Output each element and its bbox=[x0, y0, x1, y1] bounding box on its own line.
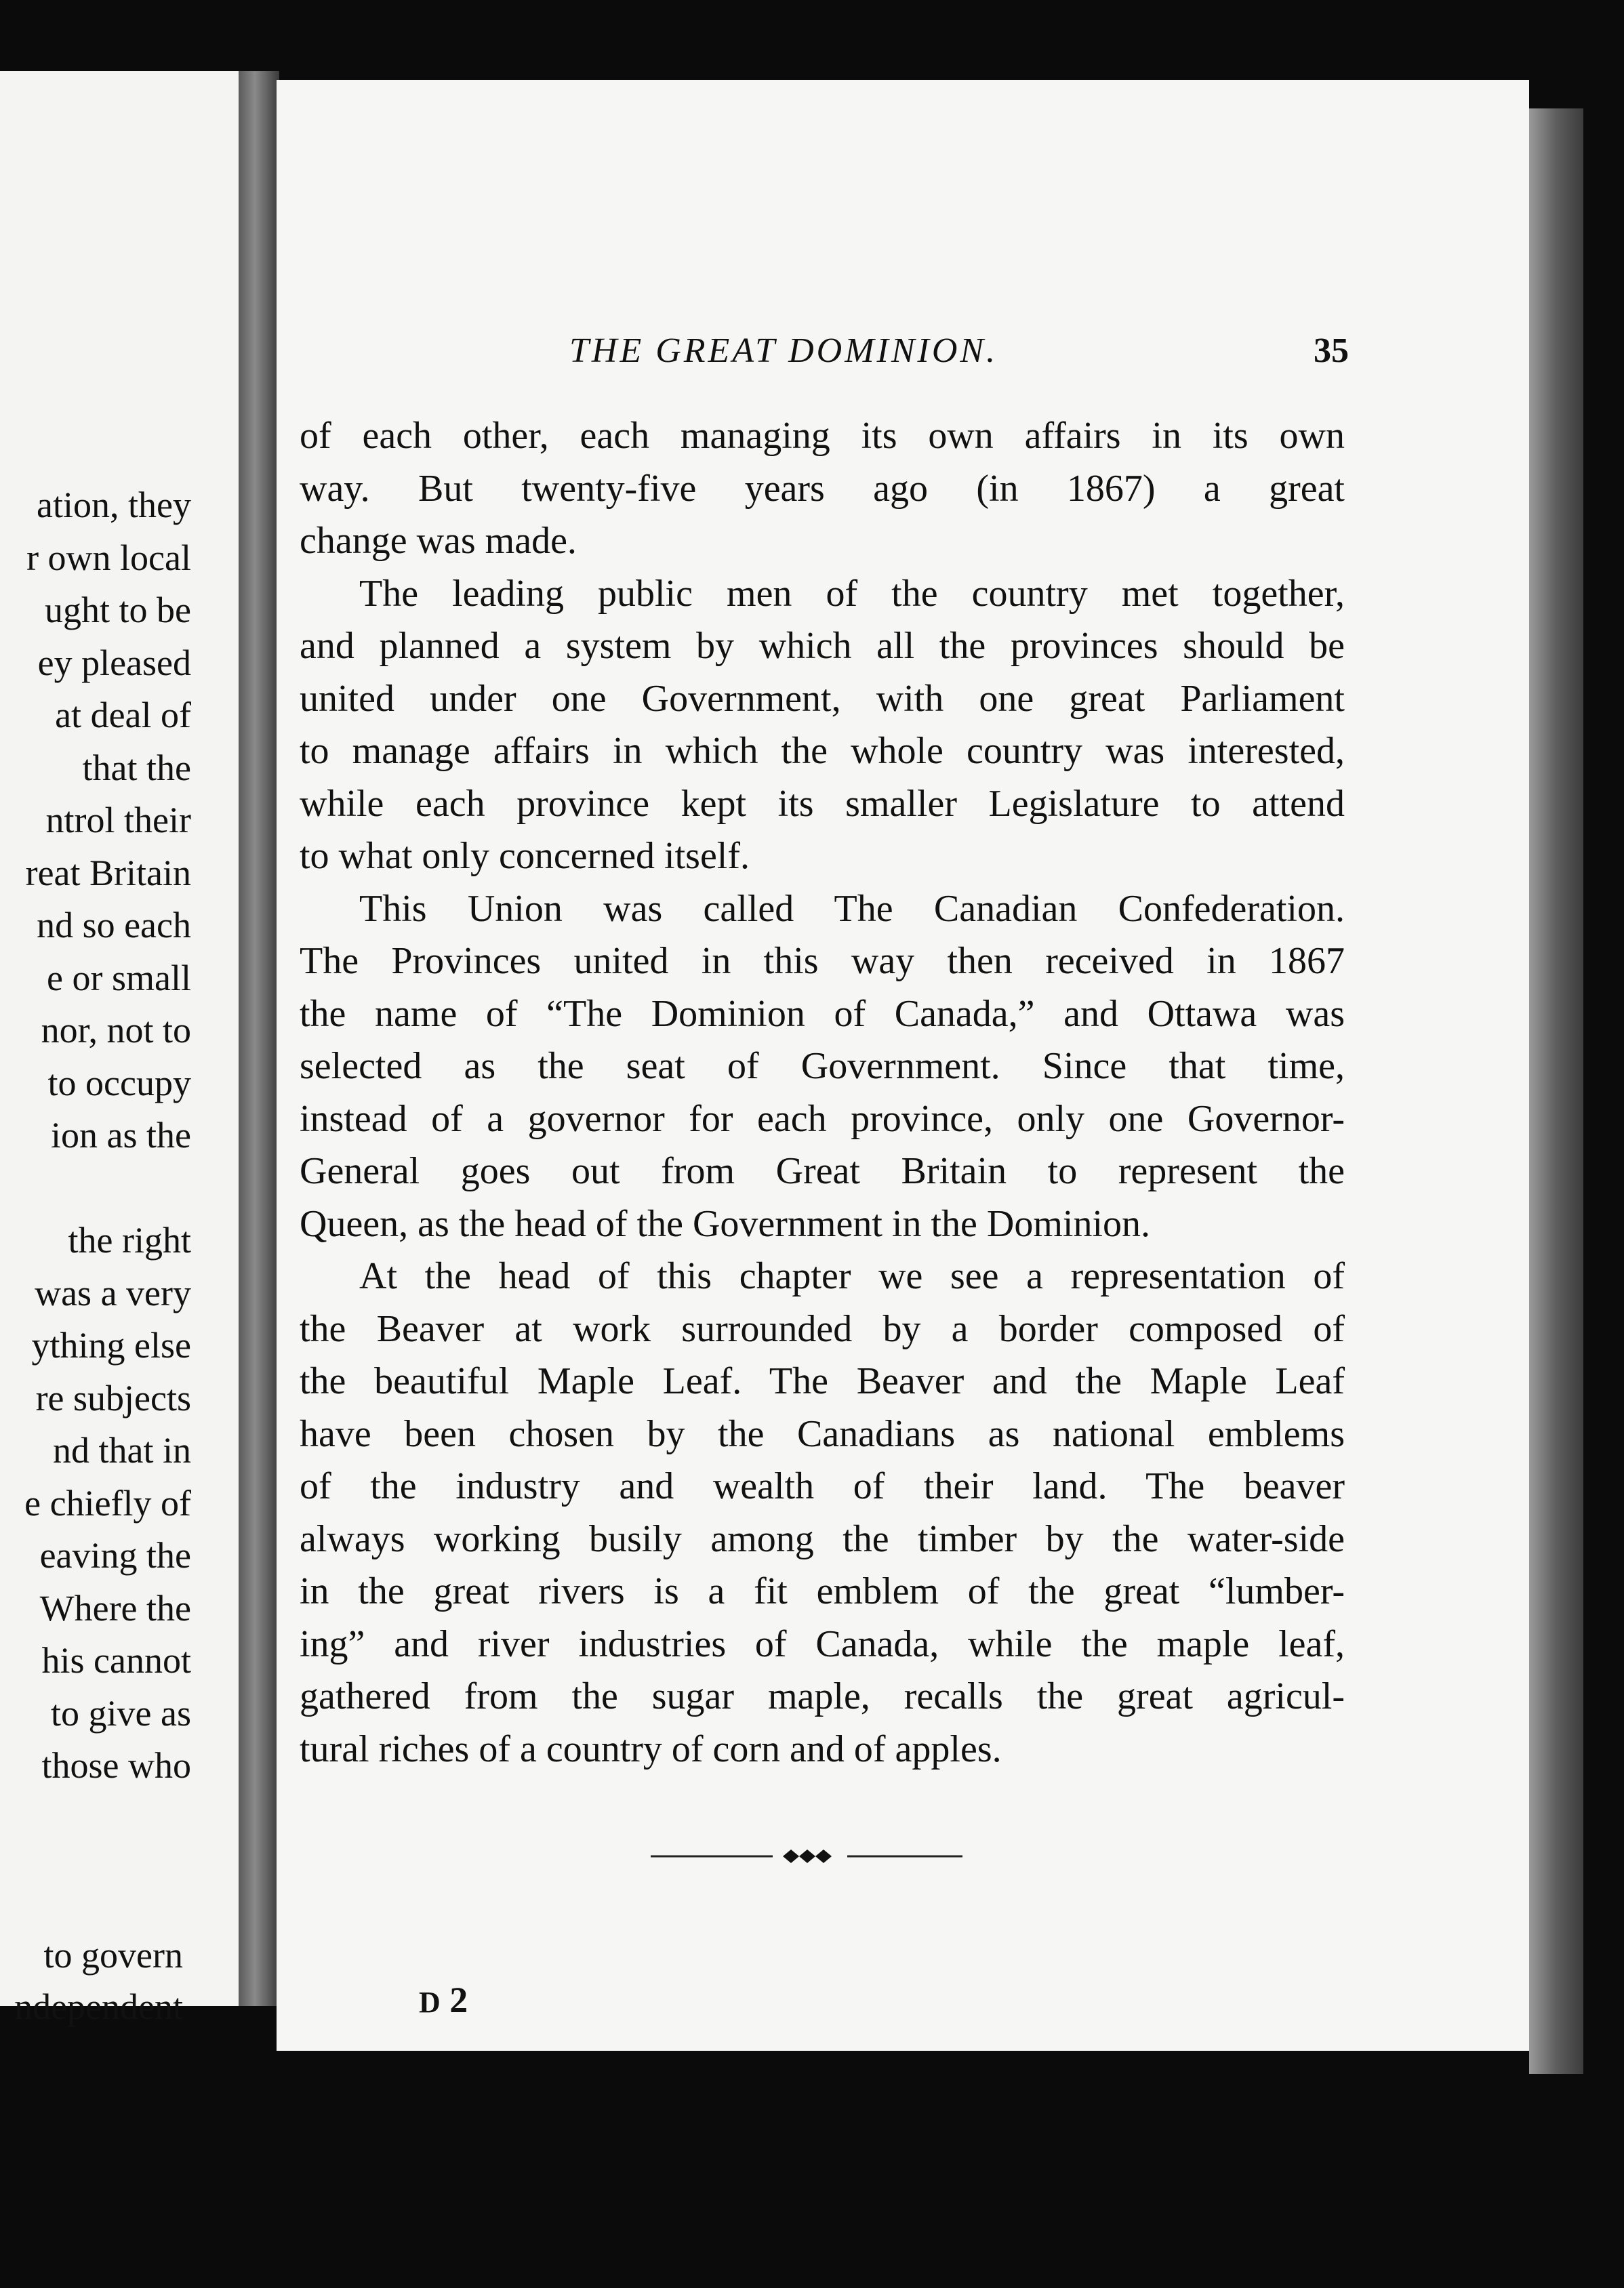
facing-page-line: was a very bbox=[35, 1272, 191, 1313]
signature-number: 2 bbox=[449, 1980, 468, 2020]
text-line: At the head of this chapter we see a representation of bbox=[359, 1255, 1345, 1297]
text-line: and planned a system by which all the provinces should be bbox=[300, 625, 1345, 667]
facing-page-line: re subjects bbox=[35, 1377, 191, 1418]
facing-page-line: nd that in bbox=[53, 1430, 191, 1471]
text-line: the beautiful Maple Leaf. The Beaver and the Maple Leaf bbox=[300, 1360, 1345, 1402]
facing-page-line: eaving the bbox=[39, 1535, 191, 1576]
text-line: to manage affairs in which the whole country was interested, bbox=[300, 730, 1345, 772]
facing-page-line: those who bbox=[41, 1745, 191, 1786]
paragraph bbox=[300, 568, 1345, 883]
section-end-ornament bbox=[651, 1841, 962, 1868]
text-line: change was made. bbox=[300, 520, 577, 562]
text-line: way. But twenty-five years ago (in 1867) a great bbox=[300, 467, 1345, 510]
text-line: General goes out from Great Britain to represent the bbox=[300, 1150, 1345, 1192]
text-line: to what only concerned itself. bbox=[300, 835, 750, 877]
facing-page-line: nor, not to bbox=[41, 1010, 191, 1050]
text-line: while each province kept its smaller Legislature to attend bbox=[300, 782, 1345, 825]
signature-mark bbox=[419, 1979, 468, 2021]
text-line: The Provinces united in this way then received in 1867 bbox=[300, 940, 1345, 982]
facing-page-footer-line: ndependent bbox=[14, 1986, 183, 2027]
facing-page-line: nd so each bbox=[37, 905, 191, 945]
facing-page-line: ation, they bbox=[37, 485, 191, 525]
paragraph bbox=[300, 410, 1345, 568]
facing-page-line: to occupy bbox=[47, 1062, 191, 1103]
text-line: selected as the seat of Government. Since that time, bbox=[300, 1045, 1345, 1087]
facing-page-line: the right bbox=[68, 1220, 191, 1261]
facing-page-line: reat Britain bbox=[25, 852, 191, 893]
text-line: in the great rivers is a fit emblem of the great “lumber- bbox=[300, 1570, 1345, 1612]
text-line: have been chosen by the Canadians as national emblems bbox=[300, 1412, 1345, 1455]
facing-page-line: to give as bbox=[51, 1692, 191, 1734]
text-line: ing” and river industries of Canada, while the maple leaf, bbox=[300, 1622, 1345, 1665]
facing-page-footer-line: to govern bbox=[43, 1935, 183, 1976]
facing-page-line: ion as the bbox=[51, 1115, 191, 1156]
text-line: of the industry and wealth of their land. The beaver bbox=[300, 1465, 1345, 1507]
facing-page-line: ything else bbox=[31, 1325, 191, 1366]
facing-page-line: at deal of bbox=[55, 695, 191, 735]
text-line: of each other, each managing its own affairs in its own bbox=[300, 415, 1345, 457]
facing-page-line: Where the bbox=[39, 1587, 191, 1629]
text-line: Queen, as the head of the Government in the Dominion. bbox=[300, 1202, 1150, 1245]
facing-page-line bbox=[0, 1162, 191, 1215]
facing-page-line: ught to be bbox=[45, 590, 191, 630]
gutter-shadow bbox=[239, 71, 279, 2006]
facing-page bbox=[0, 71, 239, 2027]
facing-page-line: e or small bbox=[47, 957, 191, 998]
facing-page-line: ey pleased bbox=[37, 642, 191, 683]
signature-letter: D bbox=[419, 1986, 441, 2019]
text-line: always working busily among the timber by the water-side bbox=[300, 1517, 1345, 1560]
body-text bbox=[300, 410, 1345, 1776]
facing-page-line: r own local bbox=[26, 537, 191, 578]
page-edge bbox=[1529, 108, 1583, 2074]
text-line: instead of a governor for each province, only one Governor- bbox=[300, 1097, 1345, 1140]
text-line: The leading public men of the country met together, bbox=[359, 572, 1345, 615]
text-line: the name of “The Dominion of Canada,” and Ottawa was bbox=[300, 992, 1345, 1035]
facing-page-line: his cannot bbox=[41, 1640, 191, 1681]
text-line: This Union was called The Canadian Confederation. bbox=[359, 887, 1345, 930]
text-line: tural riches of a country of corn and of apples. bbox=[300, 1728, 1002, 1770]
text-line: gathered from the sugar maple, recalls the great agricul- bbox=[300, 1675, 1345, 1717]
page-header bbox=[569, 331, 1349, 378]
facing-page-text bbox=[0, 479, 191, 1793]
facing-page-footer-text bbox=[0, 1929, 183, 2032]
facing-page-line: e chiefly of bbox=[24, 1482, 191, 1524]
facing-page-line: ntrol their bbox=[45, 800, 191, 840]
running-title: THE GREAT DOMINION. bbox=[569, 331, 998, 370]
page-number: 35 bbox=[1314, 331, 1349, 370]
paragraph bbox=[300, 1250, 1345, 1776]
facing-page-line: that the bbox=[82, 747, 191, 788]
text-line: united under one Government, with one great Parliament bbox=[300, 677, 1345, 720]
text-line: the Beaver at work surrounded by a border composed of bbox=[300, 1307, 1345, 1350]
paragraph bbox=[300, 883, 1345, 1251]
